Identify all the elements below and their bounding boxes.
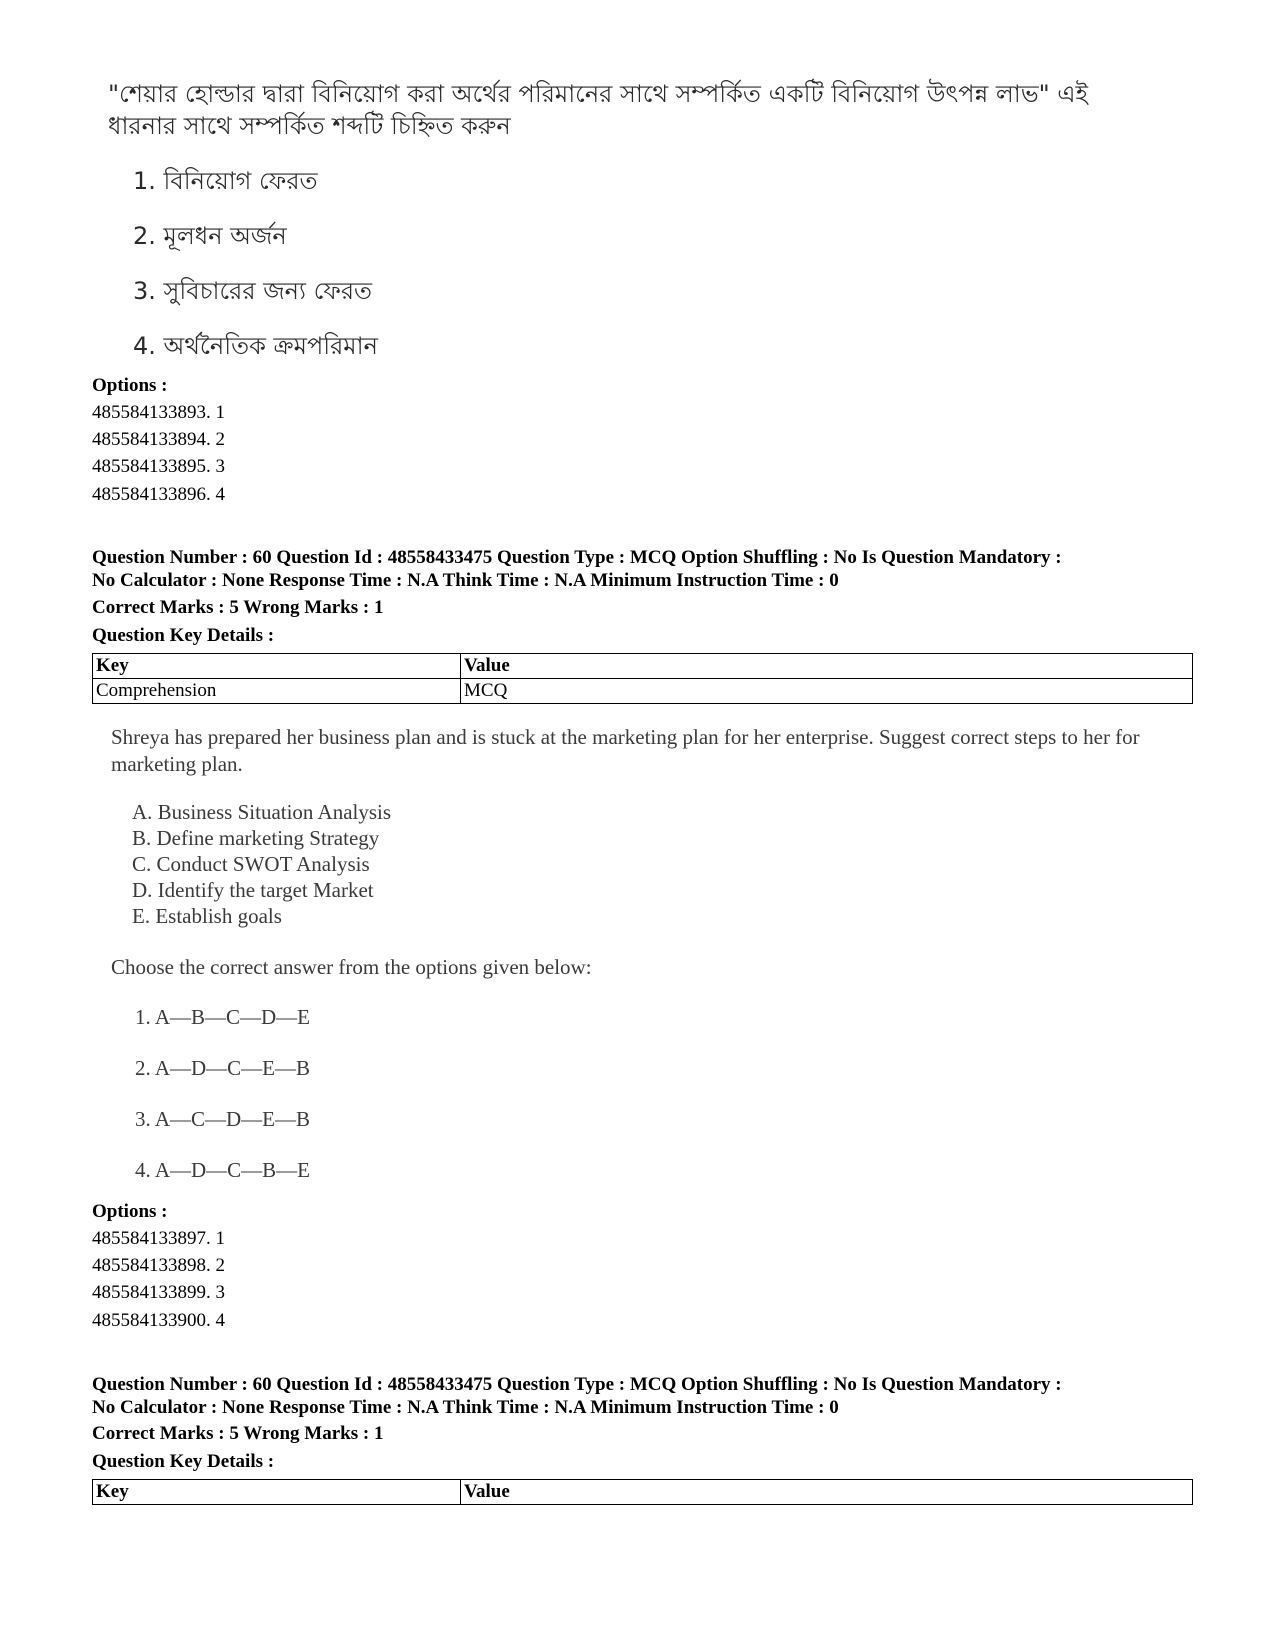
question-meta-line-1: Question Number : 60 Question Id : 48558433475 Question Type : MCQ Option Shuffling : No Is Question Mandatory : [92,1374,1062,1395]
option-id-3: 485584133895. 3 [92,456,225,477]
answer-choice-4: 4. A—D—C—B—E [135,1158,311,1182]
table-header-key: Key [93,654,461,679]
statement-c: C. Conduct SWOT Analysis [132,852,370,876]
table-row [93,679,1193,704]
answer-choice-1: 1. বিনিয়োগ ফেরত [133,167,318,195]
option-id-3: 485584133899. 3 [92,1282,225,1303]
answer-choice-3: 3. A—C—D—E—B [135,1107,311,1131]
marks-line: Correct Marks : 5 Wrong Marks : 1 [92,597,384,618]
choose-instruction: Choose the correct answer from the options given below: [111,955,592,979]
statement-e: E. Establish goals [132,904,282,928]
key-details-label: Question Key Details : [92,1451,275,1472]
question-text-bengali: "শেয়ার হোল্ডার দ্বারা বিনিয়োগ করা অর্থের পরিমানের সাথে সম্পর্কিত একটি বিনিয়োগ উৎপন্ন লাভ" এই ধারনার সাথে সম্পর্কিত শব্দটি চিহ্নিত করুন [108,80,1088,140]
statement-a: A. Business Situation Analysis [132,800,392,824]
answer-choice-2: 2. মূলধন অর্জন [133,222,287,250]
option-id-4: 485584133896. 4 [92,484,225,505]
option-id-2: 485584133894. 2 [92,429,225,450]
answer-choice-4: 4. অর্থনৈতিক ক্রমপরিমান [133,332,378,360]
table-header-key: Key [93,1480,461,1505]
key-details-label: Question Key Details : [92,625,275,646]
table-cell-value: MCQ [461,679,1193,704]
statement-b: B. Define marketing Strategy [132,826,380,850]
marks-line: Correct Marks : 5 Wrong Marks : 1 [92,1423,384,1444]
options-label: Options : [92,1201,168,1222]
question-meta-line-1: Question Number : 60 Question Id : 48558433475 Question Type : MCQ Option Shuffling : No Is Question Mandatory : [92,547,1062,568]
question-text-english: Shreya has prepared her business plan and is stuck at the marketing plan for her enterprise. Suggest correct steps to her for marketing plan. [111,725,1140,776]
options-label: Options : [92,375,168,396]
table-header-row [93,1480,1193,1505]
option-id-1: 485584133897. 1 [92,1228,225,1249]
question-meta-line-2: No Calculator : None Response Time : N.A Think Time : N.A Minimum Instruction Time : 0 [92,570,839,591]
answer-choice-2: 2. A—D—C—E—B [135,1056,311,1080]
option-id-4: 485584133900. 4 [92,1310,225,1331]
option-id-1: 485584133893. 1 [92,402,225,423]
table-header-row [93,654,1193,679]
question-meta [92,1373,1192,1419]
table-cell-key: Comprehension [93,679,461,704]
question-meta-line-2: No Calculator : None Response Time : N.A Think Time : N.A Minimum Instruction Time : 0 [92,1397,839,1418]
key-details-table [92,1479,1193,1505]
question-meta [92,546,1192,592]
answer-choice-3: 3. সুবিচারের জন্য ফেরত [133,277,373,305]
answer-choice-1: 1. A—B—C—D—E [135,1005,311,1029]
table-header-value: Value [461,654,1193,679]
statement-d: D. Identify the target Market [132,878,374,902]
key-details-table [92,653,1193,704]
option-id-2: 485584133898. 2 [92,1255,225,1276]
table-header-value: Value [461,1480,1193,1505]
